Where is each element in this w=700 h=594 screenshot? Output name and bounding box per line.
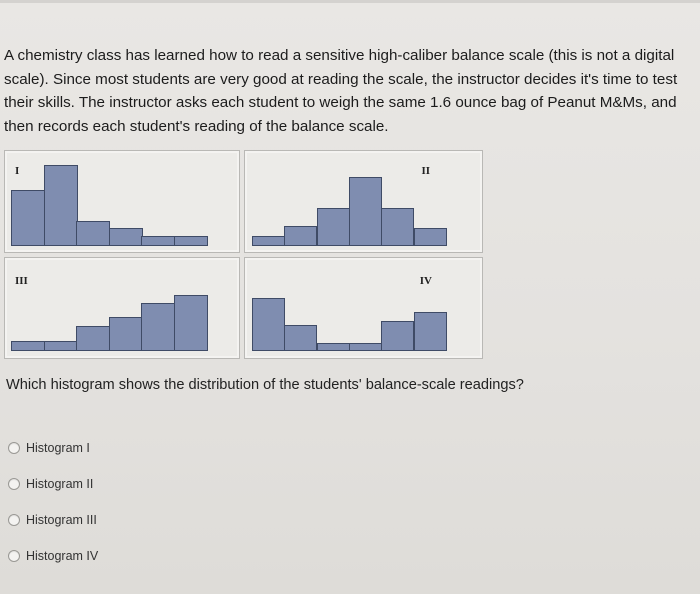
- radio-icon[interactable]: [8, 442, 20, 454]
- histogram-4-bar-2: [284, 325, 317, 351]
- histogram-panel-i: [4, 150, 240, 253]
- histogram-label-ii: II: [421, 165, 430, 177]
- prompt-text: Which histogram shows the distribution of the students' balance-scale readings?: [6, 377, 524, 393]
- radio-icon[interactable]: [8, 478, 20, 490]
- option-label: Histogram I: [26, 441, 90, 455]
- histogram-2-bar-3: [317, 208, 350, 246]
- histogram-3-bar-5: [141, 303, 175, 351]
- histogram-1-bar-6: [174, 236, 208, 246]
- histogram-label-iv: IV: [419, 275, 432, 287]
- histogram-1-bar-1: [11, 190, 45, 246]
- question-text: A chemistry class has learned how to read a sensitive high-caliber balance scale (this is not a digital scale). Since most students are very good at reading the scale, the instructor decides it's time to test their skills. The instructor asks each student to weigh the same 1.6 ounce bag of Peanut M&Ms, and then records each student's reading of the balance scale.: [4, 47, 678, 135]
- histogram-label-iii: III: [15, 275, 28, 287]
- histogram-3-bar-1: [11, 341, 45, 351]
- option-histogram-i[interactable]: [8, 438, 90, 458]
- histogram-1-bar-2: [44, 165, 78, 246]
- histogram-3-bar-2: [44, 341, 78, 351]
- histogram-panel-iv: [244, 257, 483, 359]
- histogram-2-bar-1: [252, 236, 285, 246]
- option-histogram-ii[interactable]: [8, 474, 93, 494]
- histogram-2-bar-2: [284, 226, 317, 246]
- histogram-2-bar-6: [414, 228, 447, 246]
- histogram-4-bar-4: [349, 343, 382, 351]
- histogram-panel-iii: [4, 257, 240, 359]
- histogram-3-bar-6: [174, 295, 208, 351]
- option-label: Histogram III: [26, 513, 97, 527]
- radio-icon[interactable]: [8, 514, 20, 526]
- histogram-label-i: I: [15, 165, 20, 177]
- option-label: Histogram II: [26, 477, 94, 491]
- option-histogram-iii[interactable]: [8, 510, 97, 530]
- histogram-1-bar-4: [109, 228, 143, 246]
- histogram-3-bar-3: [76, 326, 110, 351]
- histogram-4-bar-6: [414, 312, 447, 351]
- histogram-2-bar-4: [349, 177, 382, 246]
- histogram-4-bar-1: [252, 298, 285, 351]
- option-label: Histogram IV: [26, 549, 99, 563]
- histogram-panel-ii: [244, 150, 483, 253]
- histogram-3-bar-4: [109, 317, 143, 351]
- histogram-1-bar-3: [76, 221, 110, 246]
- histogram-4-bar-3: [317, 343, 350, 351]
- histogram-1-bar-5: [141, 236, 175, 246]
- histogram-2-bar-5: [381, 208, 414, 246]
- radio-icon[interactable]: [8, 550, 20, 562]
- histogram-4-bar-5: [381, 321, 414, 351]
- option-histogram-iv[interactable]: [8, 546, 98, 566]
